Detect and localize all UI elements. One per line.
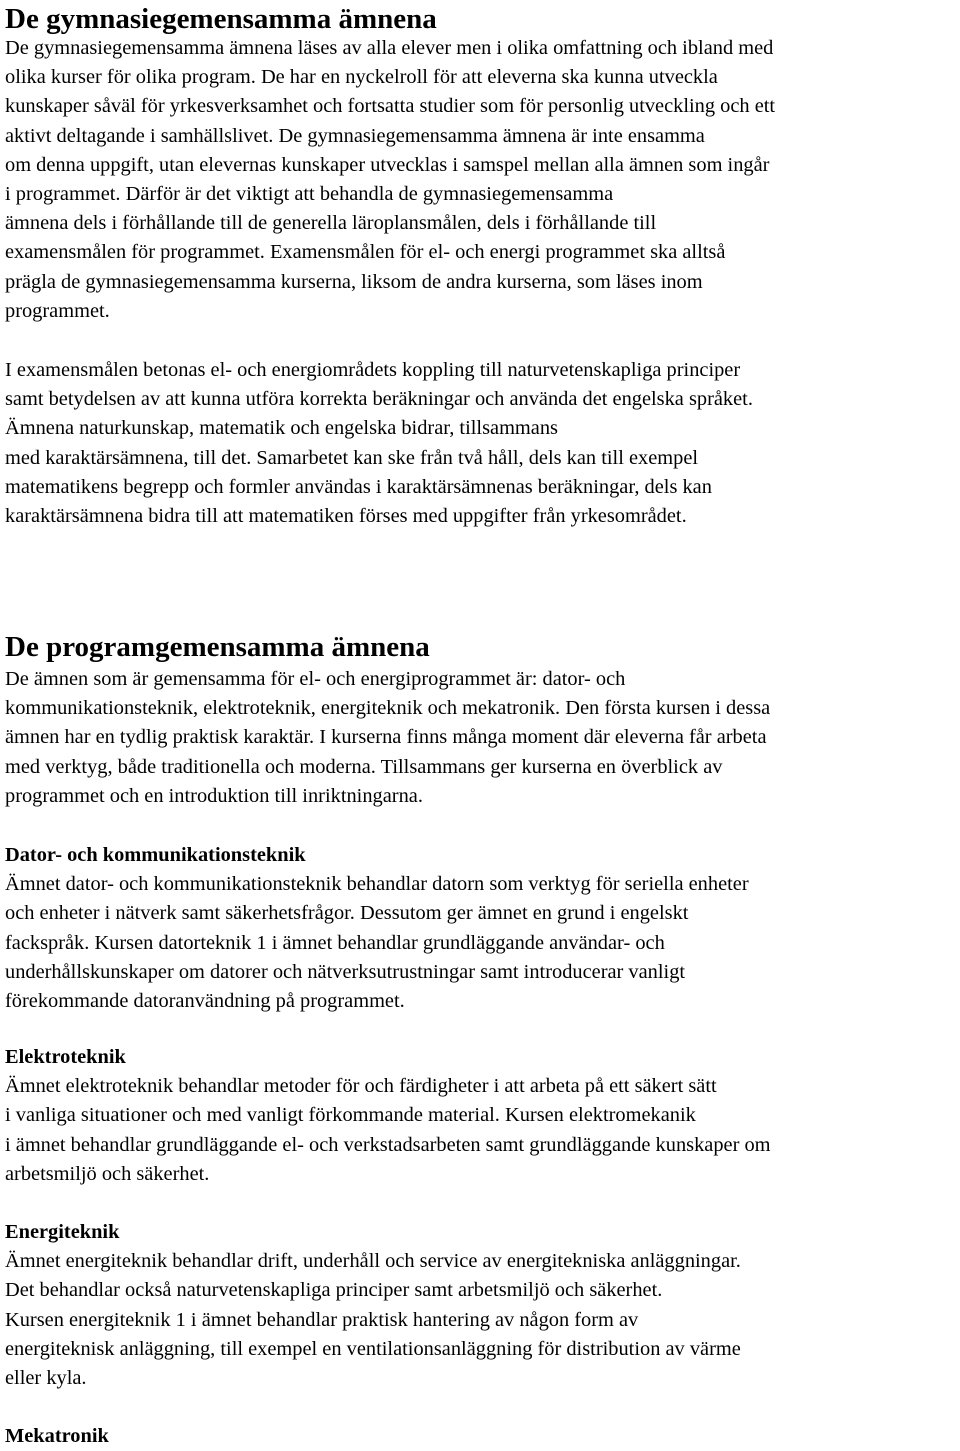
text-line: aktivt deltagande i samhällslivet. De gymnasiegemensamma ämnena är inte ensamma: [5, 124, 705, 147]
paragraph-programgemensamma-intro: [5, 665, 957, 811]
text-line: programmet.: [5, 299, 110, 322]
text-line: förekommande datoranvändning på programmet.: [5, 990, 405, 1013]
text-line: kommunikationsteknik, elektroteknik, energiteknik och mekatronik. Den första kursen i dessa: [5, 697, 771, 720]
text-line: Kursen energiteknik 1 i ämnet behandlar praktisk hantering av någon form av: [5, 1308, 639, 1331]
text-line: kunskaper såväl för yrkesverksamhet och fortsatta studier som för personlig utveckling och ett: [5, 95, 776, 118]
text-line: ämnena dels i förhållande till de generella läroplansmålen, dels i förhållande till: [5, 212, 657, 235]
text-line: och enheter i nätverk samt säkerhetsfrågor. Dessutom ger ämnet en grund i engelskt: [5, 902, 689, 925]
text-line: Ämnet dator- och kommunikationsteknik behandlar datorn som verktyg för seriella enheter: [5, 873, 749, 896]
subsection-mekatronik: [5, 1422, 957, 1451]
text-line: ämnen har en tydlig praktisk karaktär. I kurserna finns många moment där eleverna får arbeta: [5, 726, 767, 749]
subsection-title: Elektroteknik: [5, 1046, 126, 1068]
text-line: prägla de gymnasiegemensamma kurserna, liksom de andra kurserna, som läses inom: [5, 270, 703, 293]
text-line: fackspråk. Kursen datorteknik 1 i ämnet behandlar grundläggande användar- och: [5, 931, 665, 954]
text-line: i vanliga situationer och med vanligt förkommande material. Kursen elektromekanik: [5, 1104, 696, 1127]
text-line: examensmålen för programmet. Examensmålen för el- och energi programmet ska alltså: [5, 241, 726, 264]
subsection-title: Dator- och kommunikationsteknik: [5, 844, 306, 866]
paragraph-examensmalen: [5, 356, 957, 531]
text-line: matematikens begrepp och formler användas i karaktärsämnenas beräkningar, dels kan: [5, 475, 712, 498]
text-line: De ämnen som är gemensamma för el- och energiprogrammet är: dator- och: [5, 668, 626, 690]
text-line: underhållskunskaper om datorer och nätverksutrustningar samt introducerar vanligt: [5, 960, 686, 983]
text-line: Ämnet energiteknik behandlar drift, underhåll och service av energitekniska anläggningar.: [5, 1250, 741, 1273]
section-heading-gymnasiegemensamma: De gymnasiegemensamma ämnena: [5, 3, 437, 35]
text-line: Det behandlar också naturvetenskapliga principer samt arbetsmiljö och säkerhet.: [5, 1279, 663, 1302]
text-line: samt betydelsen av att kunna utföra korrekta beräkningar och använda det engelska språket.: [5, 388, 753, 411]
subsection-dator-kommunikationsteknik: [5, 841, 957, 1016]
text-line: i programmet. Därför är det viktigt att behandla de gymnasiegemensamma: [5, 183, 614, 206]
text-line: Ämnena naturkunskap, matematik och engelska bidrar, tillsammans: [5, 417, 558, 440]
subsection-energiteknik: [5, 1218, 957, 1393]
text-line: programmet och en introduktion till inriktningarna.: [5, 784, 423, 807]
text-line: Ämnet elektroteknik behandlar metoder för och färdigheter i att arbeta på ett säkert sätt: [5, 1075, 717, 1098]
text-line: karaktärsämnena bidra till att matematiken förses med uppgifter från yrkesområdet.: [5, 505, 687, 528]
paragraph-gymnasiegemensamma-intro: [5, 34, 957, 326]
text-line: I examensmålen betonas el- och energiområdets koppling till naturvetenskapliga principer: [5, 359, 741, 381]
text-line: med verktyg, både traditionella och moderna. Tillsammans ger kurserna en överblick av: [5, 755, 723, 778]
subsection-elektroteknik: [5, 1043, 957, 1189]
subsection-title: Energiteknik: [5, 1221, 120, 1243]
text-line: arbetsmiljö och säkerhet.: [5, 1162, 210, 1185]
text-line: om denna uppgift, utan elevernas kunskaper utvecklas i samspel mellan alla ämnen som ingår: [5, 153, 770, 176]
text-line: med karaktärsämnena, till det. Samarbetet kan ske från två håll, dels kan till exempel: [5, 446, 699, 469]
text-line: olika kurser för olika program. De har en nyckelroll för att eleverna ska kunna utveckla: [5, 66, 718, 89]
text-line: energiteknisk anläggning, till exempel en ventilationsanläggning för distribution av värme: [5, 1337, 741, 1360]
text-line: De gymnasiegemensamma ämnena läses av alla elever men i olika omfattning och ibland med: [5, 37, 774, 59]
text-line: eller kyla.: [5, 1367, 87, 1390]
subsection-title: Mekatronik: [5, 1425, 109, 1447]
text-line: i ämnet behandlar grundläggande el- och verkstadsarbeten samt grundläggande kunskaper om: [5, 1133, 771, 1156]
section-heading-programgemensamma: De programgemensamma ämnena: [5, 631, 430, 663]
